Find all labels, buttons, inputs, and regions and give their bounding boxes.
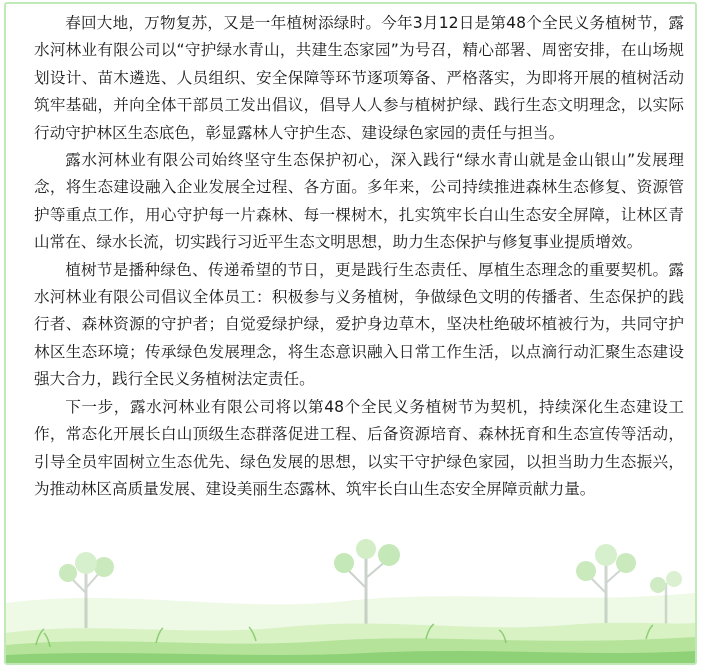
paragraph-3: 植树节是播种绿色、传递希望的节日，更是践行生态责任、厚植生态理念的重要契机。露水河林业有限公司倡议全体员工：积极参与义务植树，争做绿色文明的传播者、生态保护的践行者、森林资源的守护者；自觉爱绿护绿，爱护身边草木，坚决杜绝破坏植被行为，共同守护林区生态环境；传承绿色发展理念，将生态意识融入日常工作生活，以点滴行动汇聚生态建设强大合力，践行全民义务植树法定责任。 (34, 260, 684, 389)
article-card (4, 2, 697, 665)
article-body (34, 10, 684, 503)
grass-trees-illustration (6, 533, 695, 663)
paragraph-2: 露水河林业有限公司始终坚守生态保护初心，深入践行“绿水青山就是金山银山”发展理念，将生态建设融入企业发展全过程、各方面。多年来，公司持续推进森林生态修复、资源管护等重点工作，用心守护每一片森林、每一棵树木，扎实筑牢长白山生态安全屏障，让林区青山常在、绿水长流，切实践行习近平生态文明思想，助力生态保护与修复事业提质增效。 (34, 151, 684, 252)
paragraph-4: 下一步，露水河林业有限公司将以第48个全民义务植树节为契机，持续深化生态建设工作，常态化开展长白山顶级生态群落促进工程、后备资源培育、森林抚育和生态宣传等活动，引导全员牢固树立生态优先、绿色发展的思想，以实干守护绿色家园，以担当助力生态振兴，为推动林区高质量发展、建设美丽生态露林、筑牢长白山生态安全屏障贡献力量。 (34, 397, 684, 498)
paragraph-1: 春回大地，万物复苏，又是一年植树添绿时。今年3月12日是第48个全民义务植树节，露水河林业有限公司以“守护绿水青山，共建生态家园”为号召，精心部署、周密安排，在山场规划设计、苗木遴选、人员组织、安全保障等环节逐项筹备、严格落实，为即将开展的植树活动筑牢基础，并向全体干部员工发出倡议，倡导人人参与植树护绿、践行生态文明理念，以实际行动守护林区生态底色，彰显露林人守护生态、建设绿色家园的责任与担当。 (34, 14, 684, 142)
